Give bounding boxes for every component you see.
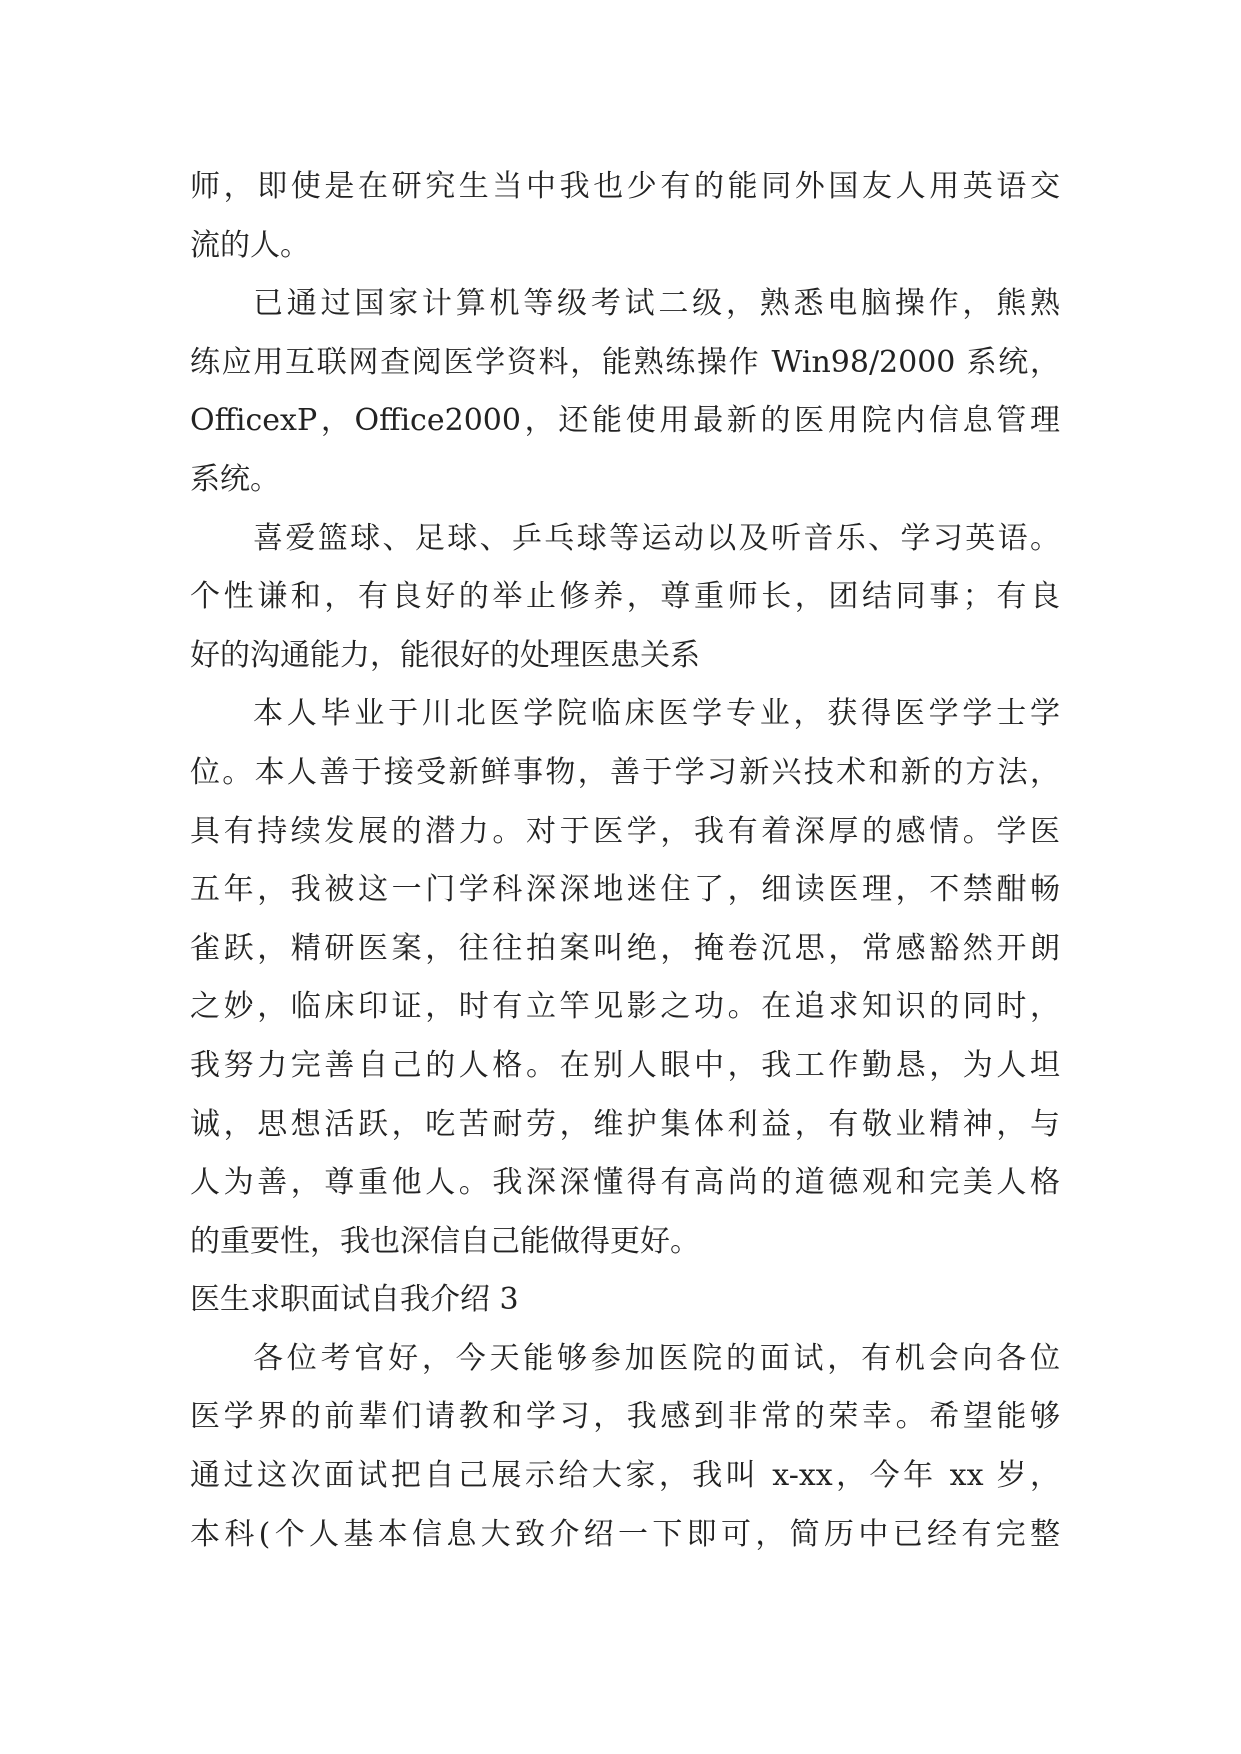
section-heading: 医生求职面试自我介绍 3 <box>190 1282 519 1318</box>
paragraph <box>190 510 1060 686</box>
text-line: 个性谦和，有良好的举止修养，尊重师长，团结同事；有良 <box>190 579 1060 615</box>
paragraph <box>190 1330 1060 1564</box>
text-line: 人为善，尊重他人。我深深懂得有高尚的道德观和完美人格 <box>190 1165 1060 1201</box>
text-line: 练应用互联网查阅医学资料，能熟练操作 Win98/2000 系统， <box>190 344 1060 380</box>
text-line: 系统。 <box>190 461 280 497</box>
text-line: 各位考官好，今天能够参加医院的面试，有机会向各位 <box>253 1340 1060 1376</box>
text-line: 医学界的前辈们请教和学习，我感到非常的荣幸。希望能够 <box>190 1399 1060 1435</box>
text-line: 好的沟通能力，能很好的处理医患关系 <box>190 637 700 673</box>
text-line: 喜爱篮球、足球、乒乓球等运动以及听音乐、学习英语。 <box>253 520 1060 556</box>
text-line: 我努力完善自己的人格。在别人眼中，我工作勤恳，为人坦 <box>190 1047 1060 1083</box>
text-line: 本人毕业于川北医学院临床医学专业，获得医学学士学 <box>253 696 1060 732</box>
text-line: 本科(个人基本信息大致介绍一下即可，简历中已经有完整 <box>190 1516 1060 1552</box>
text-line: 的重要性，我也深信自己能做得更好。 <box>190 1223 700 1259</box>
text-line: 五年，我被这一门学科深深地迷住了，细读医理，不禁酣畅 <box>190 872 1060 908</box>
text-line: 具有持续发展的潜力。对于医学，我有着深厚的感情。学医 <box>190 813 1060 849</box>
text-line: OfficexP，Office2000，还能使用最新的医用院内信息管理 <box>190 403 1060 439</box>
document-body <box>190 158 1060 1564</box>
text-line: 位。本人善于接受新鲜事物，善于学习新兴技术和新的方法， <box>190 754 1060 790</box>
text-line: 通过这次面试把自己展示给大家，我叫 x-xx，今年 xx 岁， <box>190 1458 1060 1494</box>
text-line: 之妙，临床印证，时有立竿见影之功。在追求知识的同时， <box>190 989 1060 1025</box>
text-line: 流的人。 <box>190 227 310 263</box>
text-line: 已通过国家计算机等级考试二级，熟悉电脑操作，熊熟 <box>253 286 1060 322</box>
text-line: 雀跃，精研医案，往往拍案叫绝，掩卷沉思，常感豁然开朗 <box>190 930 1060 966</box>
text-line: 诚，思想活跃，吃苦耐劳，维护集体利益，有敬业精神，与 <box>190 1106 1060 1142</box>
paragraph <box>190 275 1060 509</box>
paragraph <box>190 158 1060 275</box>
paragraph <box>190 685 1060 1271</box>
text-line: 师，即使是在研究生当中我也少有的能同外国友人用英语交 <box>190 169 1060 204</box>
